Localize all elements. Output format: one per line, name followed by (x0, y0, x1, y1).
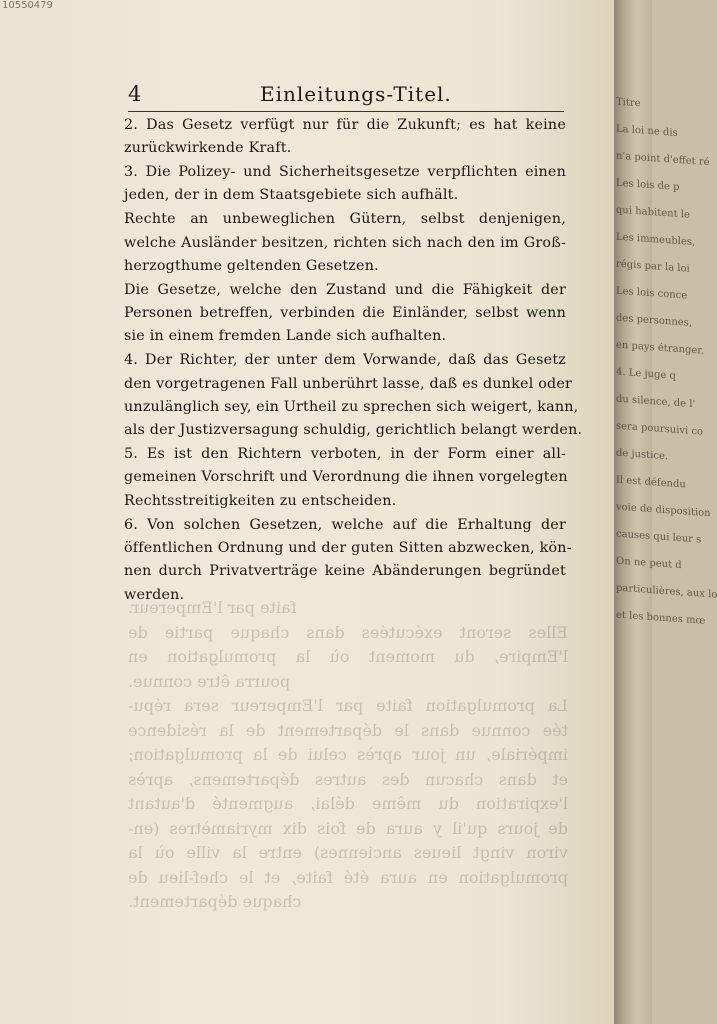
facing-line: causes qui leur s (616, 528, 702, 546)
facing-line: Les lois de p (616, 177, 680, 194)
bleed-line: pourra être connue. (128, 671, 291, 691)
facing-line: du silence, de l' (616, 393, 696, 411)
bleed-line: Elles seront exécutées dans chaque partie de (128, 622, 568, 642)
facing-line: voie de disposition (616, 501, 711, 520)
bleed-through-text (128, 596, 568, 915)
facing-page-edge (614, 0, 717, 1024)
facing-line: particulières, aux lo (616, 582, 717, 601)
text-line: welche Ausländer besitzen, richten sich nach den im Groß- (124, 234, 566, 251)
bleed-line: tée connue dans le département de la résidence (128, 720, 568, 740)
text-line: nen durch Privatverträge keine Abänderungen begründet (124, 563, 566, 580)
facing-line: des personnes, (616, 312, 692, 329)
text-line: öffentlichen Ordnung und der guten Sitten abzwecken, kön- (124, 539, 572, 556)
text-line: zurückwirkende Kraft. (124, 140, 292, 157)
running-title: Einleitungs-Titel. (260, 82, 452, 106)
bleed-line: La promulgation faite par l'Empereur sera répu- (128, 696, 568, 715)
library-id: 10550479 (2, 0, 53, 11)
paragraph-article-4 (124, 349, 583, 442)
text-line: 5. Es ist den Richtern verboten, in der Form einer all- (124, 446, 566, 463)
bleed-line: l'expiration du même délai, augmenté d'autant (128, 794, 568, 813)
text-line: Personen betreffen, verbinden die Einländer, selbst wenn (124, 305, 566, 322)
facing-line: et les bonnes mœ (616, 609, 706, 627)
facing-page-text (616, 89, 717, 632)
body-text (124, 114, 583, 607)
text-line: unzulänglich sey, ein Urtheil zu sprechen sich weigert, kann, (124, 398, 579, 415)
text-line: werden. (124, 586, 185, 603)
facing-line: régis par la loi (616, 258, 690, 275)
facing-line: La loi ne dis (616, 123, 678, 139)
paragraph-personal-status (124, 279, 566, 349)
text-line: Rechte an unbeweglichen Gütern, selbst denjenigen, (124, 211, 566, 228)
text-line: den vorgetragenen Fall unberührt lasse, daß es dunkel oder (124, 375, 573, 392)
page-number: 4 (128, 82, 142, 106)
text-line: jeden, der in dem Staatsgebiete sich aufhält. (124, 187, 459, 204)
facing-line: 4. Le juge q (616, 366, 676, 382)
bleed-line: l'Empire, du moment où la promulgation en (128, 647, 568, 666)
page-header (128, 82, 568, 112)
facing-line: Les lois conce (616, 285, 688, 302)
facing-line: Les immeubles, (616, 231, 696, 249)
text-line: 2. Das Gesetz verfügt nur für die Zukunft; es hat keine (124, 117, 566, 133)
bleed-line: viron vingt lieues anciennes) entre la ville où la (128, 843, 568, 862)
facing-line: On ne peut d (616, 555, 682, 572)
paragraph-article-2 (124, 114, 566, 161)
facing-line: n'a point d'effet ré (616, 150, 710, 169)
facing-line: qui habitent le (616, 204, 690, 221)
text-line: Die Gesetze, welche den Zustand und die Fähigkeit der (124, 281, 566, 298)
paragraph-article-6 (124, 514, 572, 607)
text-line: als der Justizversagung schuldig, gerichtlich belangt werden. (124, 422, 583, 439)
text-line: 4. Der Richter, der unter dem Vorwande, daß das Gesetz (124, 352, 566, 369)
bleed-line: promulgation en aura été faite, et le chef-lieu de (128, 867, 568, 887)
paragraph-article-5 (124, 443, 566, 513)
bleed-line: faite par l'Empereur. (128, 598, 297, 617)
bleed-line: de jours qu'il y aura de fois dix myriamètres (en- (128, 818, 568, 838)
header-rule (128, 111, 564, 112)
text-line: 6. Von solchen Gesetzen, welche auf die Erhaltung der (124, 516, 566, 533)
bleed-line: et dans chacun des autres départemens, après (128, 769, 568, 789)
text-line: Rechtsstreitigkeiten zu entscheiden. (124, 492, 397, 509)
paragraph-article-3 (124, 161, 566, 208)
text-line: 3. Die Polizey- und Sicherheitsgesetze verpflichten einen (124, 164, 566, 181)
facing-line: en pays étranger. (616, 339, 705, 357)
facing-line: Il est défendu (616, 474, 686, 491)
text-line: sie in einem fremden Lande sich aufhalten. (124, 328, 447, 345)
facing-line: de justice. (616, 447, 669, 463)
bleed-line: chaque département. (128, 892, 302, 911)
facing-line: sera poursuivi co (616, 420, 704, 438)
bleed-line: impériale, un jour après celui de la promulgation; (128, 745, 568, 764)
text-line: gemeinen Vorschrift und Verordnung die ihnen vorgelegten (124, 469, 568, 486)
text-line: herzogthume geltenden Gesetzen. (124, 257, 379, 274)
facing-line: Titre (616, 96, 641, 110)
paragraph-immovables (124, 208, 566, 278)
